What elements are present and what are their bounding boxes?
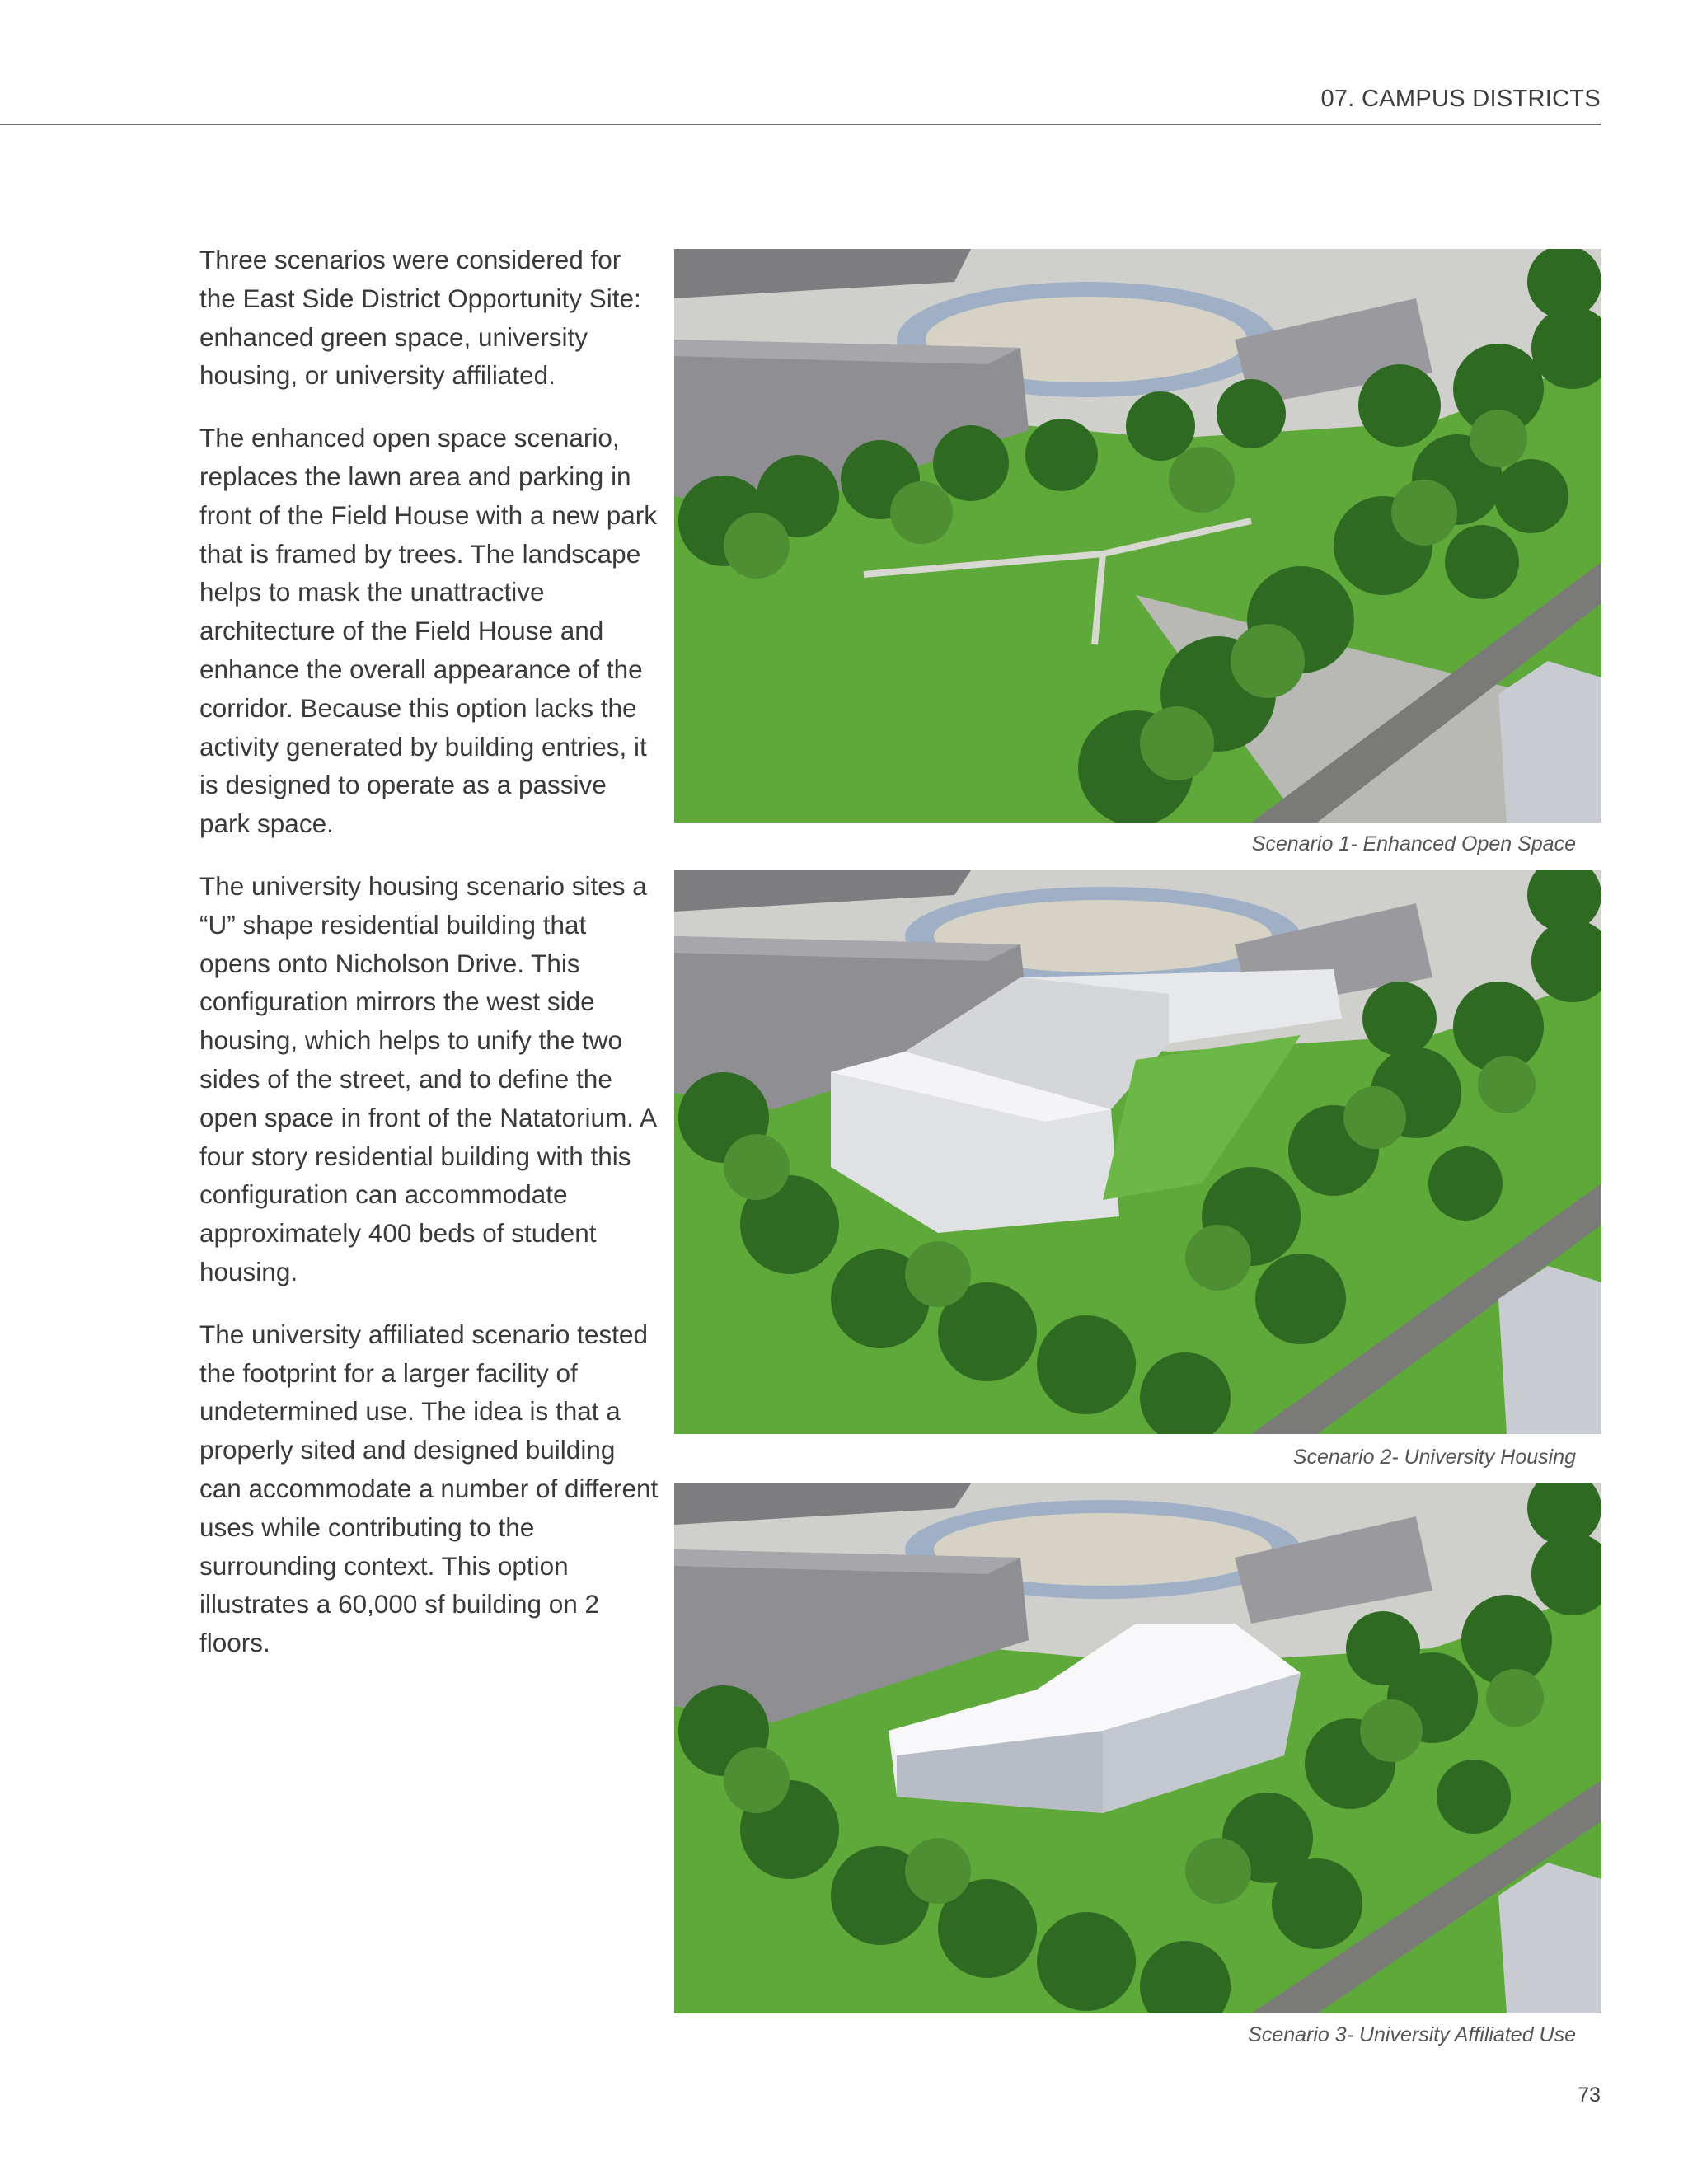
- scenario-3-caption: Scenario 3- University Affiliated Use: [1248, 2023, 1576, 2046]
- scenario-2-caption: Scenario 2- University Housing: [1292, 1446, 1576, 1469]
- scenario-1-caption: Scenario 1- Enhanced Open Space: [1251, 832, 1576, 855]
- section-title: 07. CAMPUS DISTRICTS: [1320, 86, 1601, 112]
- body-text: [199, 241, 661, 1686]
- paragraph-open-space: The enhanced open space scenario, replaces the lawn area and parking in front of the Field House with a new park that is framed by trees. The landscape helps to mask the unattractive architecture of the Field House and enhance the overall appearance of the corridor. Because this option lacks the activity generated by building entries, it is designed to operate as a passive park space.: [199, 423, 658, 839]
- paragraph-affiliated: The university affiliated scenario tested the footprint for a larger facility of undetermined use. The idea is that a properly sited and designed building can accommodate a number of different uses while contributing to the surrounding context. This option illustrates a 60,000 sf building on 2 floors.: [199, 1319, 659, 1658]
- scenario-2-rendering: [674, 870, 1601, 1434]
- paragraph-housing: The university housing scenario sites a “U” shape residential building that opens onto Nicholson Drive. This configuration mirrors the west side housing, which helps to unify the two sides of the street, and to define the open space in front of the Natatorium. A four story residential building with this configuration can accommodate approximately 400 beds of student housing.: [199, 870, 656, 1286]
- scenario-3-rendering: [674, 1483, 1601, 2013]
- header-rule: [0, 124, 1601, 125]
- scenario-1-rendering: [674, 249, 1601, 823]
- paragraph-intro: Three scenarios were considered for the East Side District Opportunity Site: enhanced green space, university housing, or university affiliated.: [199, 245, 641, 391]
- page-number: 73: [1578, 2083, 1601, 2107]
